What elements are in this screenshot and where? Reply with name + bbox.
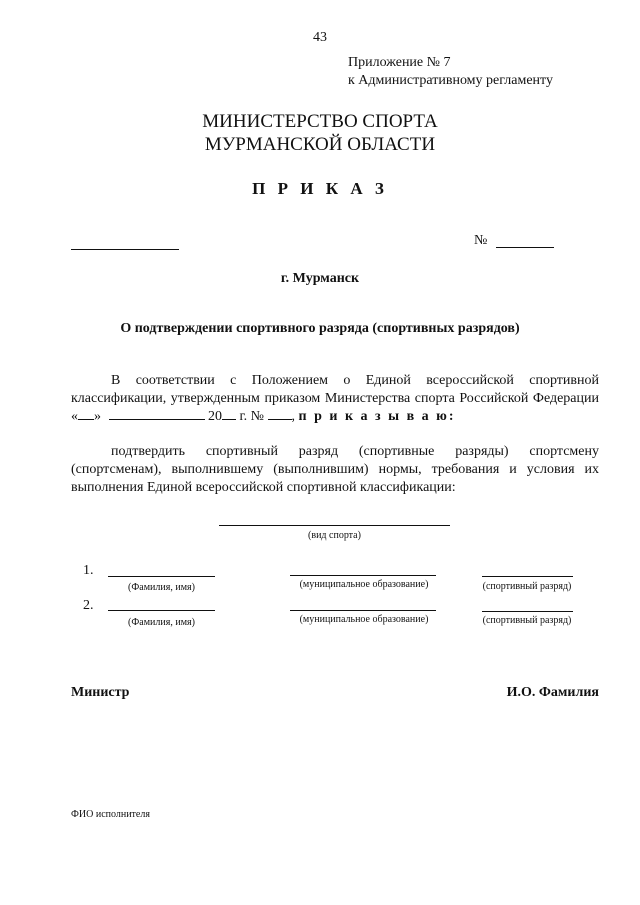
preamble-year: 20 (208, 409, 222, 424)
preamble-comma: , (291, 409, 296, 424)
municipality-blank-line (290, 575, 436, 576)
name-blank-line (108, 576, 215, 577)
order-subject: О подтверждении спортивного разряда (спортивных разрядов) (120, 321, 520, 336)
name-caption: (Фамилия, имя) (128, 582, 195, 593)
municipality-caption: (муниципальное образование) (299, 579, 429, 590)
rank-blank-line (482, 576, 573, 577)
appendix-line-1: Приложение № 7 (348, 55, 451, 70)
signature-name: И.О. Фамилия (506, 685, 599, 700)
name-blank-line (108, 610, 215, 611)
signature-position: Министр (71, 685, 130, 700)
sport-caption: (вид спорта) (308, 530, 361, 541)
rank-caption: (спортивный разряд) (482, 581, 572, 592)
executor-label: ФИО исполнителя (71, 809, 150, 820)
body-text: подтвердить спортивный разряд (спортивные разряды) спортсмену (спортсменам), выполнившему (выполнившим) нормы, требования и условия их выполнения Единой всероссийской спортивной классификации: (71, 444, 599, 495)
ministry-line-2: МУРМАНСКОЙ ОБЛАСТИ (204, 134, 436, 155)
appendix-line-2: к Административному регламенту (348, 73, 553, 88)
number-blank-line (496, 247, 554, 248)
sport-blank-line (219, 525, 450, 526)
municipality-caption: (муниципальное образование) (299, 614, 429, 625)
rank-blank-line (482, 611, 573, 612)
date-blank-line (71, 249, 179, 250)
body-paragraph (71, 443, 599, 497)
row-number: 1. (83, 563, 94, 578)
city: г. Мурманск (280, 271, 360, 286)
name-caption: (Фамилия, имя) (128, 617, 195, 628)
preamble-paragraph (71, 372, 599, 426)
document-type: П Р И К А З (252, 179, 388, 198)
order-word: п р и к а з ы в а ю: (298, 409, 456, 424)
ministry-line-1: МИНИСТЕРСТВО СПОРТА (202, 111, 438, 132)
ministry-header (0, 110, 640, 156)
preamble-text: В соответствии с Положением о Единой всероссийской спортивной классификации, утвержденным приказом Министерства спорта Российской Федерации « (71, 373, 599, 424)
number-label: № (474, 233, 488, 248)
rank-caption: (спортивный разряд) (482, 615, 572, 626)
row-number: 2. (83, 598, 94, 613)
page-number: 43 (313, 30, 327, 45)
preamble-quote-close: » (94, 409, 101, 424)
preamble-number: г. № (239, 409, 265, 424)
municipality-blank-line (290, 610, 436, 611)
